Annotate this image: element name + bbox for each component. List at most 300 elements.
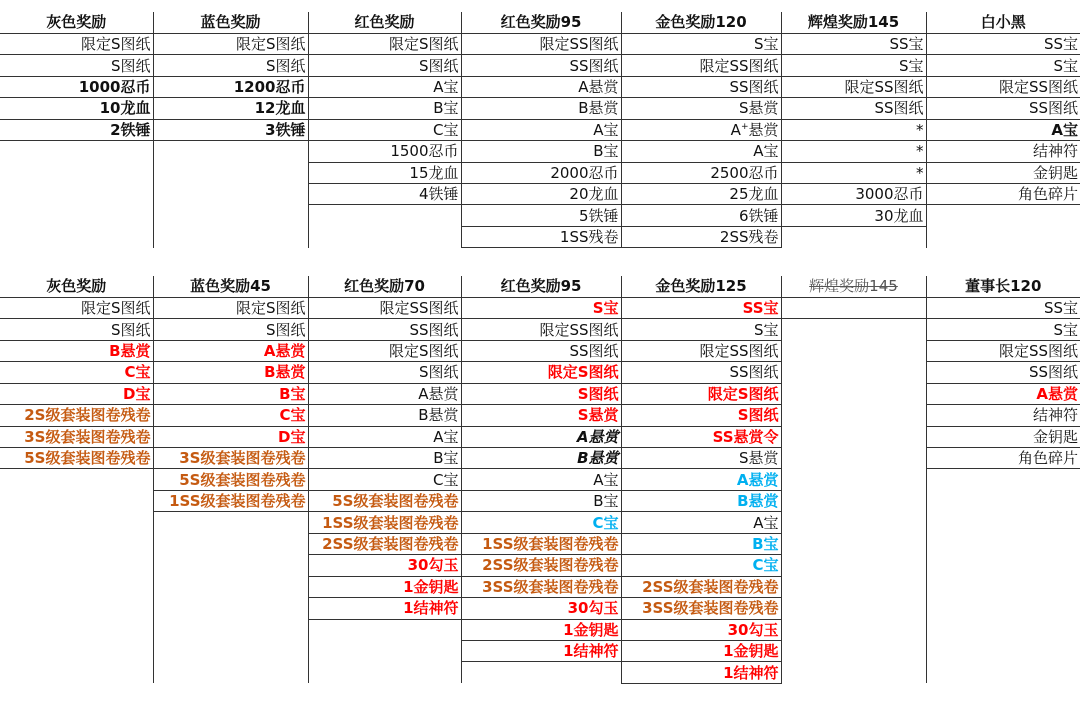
- column-header[interactable]: [461, 12, 621, 33]
- table-cell[interactable]: [926, 205, 1080, 226]
- table-row: [0, 55, 1080, 76]
- table-cell[interactable]: [153, 184, 308, 205]
- table-cell[interactable]: [621, 426, 781, 447]
- table-cell[interactable]: [926, 490, 1080, 511]
- table-cell[interactable]: [621, 512, 781, 533]
- cell-text: 限定SS图纸: [998, 342, 1078, 361]
- table-cell[interactable]: [153, 119, 308, 140]
- table-cell[interactable]: [308, 640, 461, 661]
- table-cell[interactable]: [153, 76, 308, 97]
- cell-text: B悬赏: [737, 492, 779, 511]
- table-cell[interactable]: [781, 297, 926, 318]
- cell-text: 1SS残卷: [559, 228, 619, 247]
- table-cell[interactable]: [621, 297, 781, 318]
- table-cell[interactable]: [461, 362, 621, 383]
- table-cell[interactable]: [926, 405, 1080, 426]
- table-cell[interactable]: [461, 76, 621, 97]
- table-cell[interactable]: [153, 448, 308, 469]
- table-cell[interactable]: [0, 340, 153, 361]
- cell-text: 2500忍币: [710, 163, 779, 182]
- cell-text: B悬赏: [577, 449, 619, 468]
- table-cell[interactable]: [153, 533, 308, 554]
- table-row: [0, 405, 1080, 426]
- table-cell[interactable]: [153, 490, 308, 511]
- table-cell[interactable]: [153, 426, 308, 447]
- table-cell[interactable]: [0, 297, 153, 318]
- table-cell[interactable]: [153, 362, 308, 383]
- column-header-label: 金色奖励125: [655, 277, 747, 296]
- table-cell[interactable]: [0, 405, 153, 426]
- table-cell[interactable]: [0, 98, 153, 119]
- column-header-label: 蓝色奖励: [200, 13, 261, 32]
- table-cell[interactable]: [926, 426, 1080, 447]
- table-cell[interactable]: [308, 98, 461, 119]
- cell-text: 1结神符: [403, 599, 459, 618]
- table-cell[interactable]: [308, 576, 461, 597]
- table-cell[interactable]: [0, 55, 153, 76]
- cell-text: 30勾玉: [407, 556, 459, 575]
- table-cell[interactable]: [0, 205, 153, 226]
- table-cell[interactable]: [926, 226, 1080, 247]
- table-cell[interactable]: [308, 226, 461, 247]
- table-cell[interactable]: [0, 512, 153, 533]
- table-cell[interactable]: [0, 640, 153, 661]
- table-cell[interactable]: [621, 405, 781, 426]
- table-cell[interactable]: [461, 383, 621, 404]
- table-cell[interactable]: [461, 576, 621, 597]
- table-cell[interactable]: [926, 98, 1080, 119]
- table-cell[interactable]: [0, 490, 153, 511]
- cell-text: S悬赏: [738, 99, 779, 118]
- table-cell[interactable]: [781, 662, 926, 683]
- table-cell[interactable]: [781, 226, 926, 247]
- table-cell[interactable]: [781, 76, 926, 97]
- cell-text: 限定S图纸: [388, 35, 459, 54]
- table-cell[interactable]: [621, 662, 781, 683]
- table-cell[interactable]: [153, 555, 308, 576]
- table-cell[interactable]: [926, 33, 1080, 54]
- table-cell[interactable]: [781, 383, 926, 404]
- header-row: [0, 12, 1080, 33]
- cell-text: S图纸: [265, 320, 306, 339]
- table-cell[interactable]: [781, 205, 926, 226]
- column-header[interactable]: [461, 276, 621, 297]
- column-header-label: 董事长120: [965, 277, 1042, 296]
- cell-text: S宝: [898, 56, 924, 75]
- column-header[interactable]: [926, 276, 1080, 297]
- table-cell[interactable]: [781, 98, 926, 119]
- table-cell[interactable]: [926, 662, 1080, 683]
- column-header[interactable]: [621, 12, 781, 33]
- table-cell[interactable]: [0, 141, 153, 162]
- cell-text: SS图纸: [569, 56, 619, 75]
- table-cell[interactable]: [0, 319, 153, 340]
- table-cell[interactable]: [781, 426, 926, 447]
- table-cell[interactable]: [308, 33, 461, 54]
- table-cell[interactable]: [621, 205, 781, 226]
- table-cell[interactable]: [461, 448, 621, 469]
- table-cell[interactable]: [781, 340, 926, 361]
- table-cell[interactable]: [308, 662, 461, 683]
- table-cell[interactable]: [308, 205, 461, 226]
- cell-text: C宝: [433, 120, 459, 139]
- cell-text: 限定S图纸: [547, 363, 619, 382]
- cell-text: SS图纸: [1028, 99, 1078, 118]
- table-cell[interactable]: [781, 33, 926, 54]
- table-cell[interactable]: [0, 619, 153, 640]
- cell-text: D宝: [278, 427, 306, 446]
- table-cell[interactable]: [461, 55, 621, 76]
- table-cell[interactable]: [153, 319, 308, 340]
- table-cell[interactable]: [153, 512, 308, 533]
- table-row: [0, 119, 1080, 140]
- cell-text: SS宝: [889, 35, 924, 54]
- table-cell[interactable]: [781, 405, 926, 426]
- table-cell[interactable]: [621, 340, 781, 361]
- table-cell[interactable]: [153, 576, 308, 597]
- column-header-label: 红色奖励70: [344, 277, 425, 296]
- table-cell[interactable]: [308, 162, 461, 183]
- cell-text: S宝: [753, 35, 779, 54]
- table-cell[interactable]: [461, 640, 621, 661]
- cell-text: 3000忍币: [855, 185, 924, 204]
- table-row: [0, 226, 1080, 247]
- cell-text: B悬赏: [578, 99, 619, 118]
- table-cell[interactable]: [0, 119, 153, 140]
- cell-text: 30龙血: [874, 206, 924, 225]
- cell-text: C宝: [752, 556, 779, 575]
- cell-text: 1500忍币: [390, 142, 459, 161]
- table-cell[interactable]: [621, 383, 781, 404]
- cell-text: *: [916, 120, 924, 139]
- table-cell[interactable]: [781, 162, 926, 183]
- table-cell[interactable]: [308, 184, 461, 205]
- table-cell[interactable]: [308, 405, 461, 426]
- cell-text: 结神符: [1032, 142, 1078, 161]
- reward-table-2: [0, 276, 1080, 684]
- cell-text: B宝: [433, 99, 459, 118]
- cell-text: C宝: [124, 363, 151, 382]
- cell-text: S宝: [592, 299, 619, 318]
- table-cell[interactable]: [461, 469, 621, 490]
- table-row: [0, 662, 1080, 683]
- table-cell[interactable]: [781, 55, 926, 76]
- column-header[interactable]: [0, 276, 153, 297]
- table-cell[interactable]: [153, 226, 308, 247]
- column-header-label: 灰色奖励: [46, 277, 107, 296]
- table-cell[interactable]: [308, 426, 461, 447]
- table-cell[interactable]: [781, 362, 926, 383]
- table-cell[interactable]: [461, 533, 621, 554]
- table-cell[interactable]: [461, 162, 621, 183]
- table-cell[interactable]: [461, 297, 621, 318]
- cell-text: 1金钥匙: [723, 642, 779, 661]
- column-header[interactable]: [621, 276, 781, 297]
- table-cell[interactable]: [0, 448, 153, 469]
- table-cell[interactable]: [0, 362, 153, 383]
- table-cell[interactable]: [461, 319, 621, 340]
- table-cell[interactable]: [781, 319, 926, 340]
- table-cell[interactable]: [926, 319, 1080, 340]
- table-cell[interactable]: [153, 405, 308, 426]
- table-cell[interactable]: [621, 598, 781, 619]
- table-cell[interactable]: [153, 640, 308, 661]
- cell-text: *: [916, 163, 924, 182]
- table-cell[interactable]: [926, 619, 1080, 640]
- table-cell[interactable]: [153, 662, 308, 683]
- table-cell[interactable]: [0, 662, 153, 683]
- table-cell[interactable]: [621, 184, 781, 205]
- table-cell[interactable]: [926, 362, 1080, 383]
- table-cell[interactable]: [153, 98, 308, 119]
- table-cell[interactable]: [781, 640, 926, 661]
- table-cell[interactable]: [0, 533, 153, 554]
- cell-text: 金钥匙: [1032, 163, 1078, 182]
- table-cell[interactable]: [153, 383, 308, 404]
- cell-text: A宝: [433, 78, 459, 97]
- cell-text: 3S级套装图卷残卷: [179, 449, 306, 468]
- cell-text: 6铁锤: [738, 206, 779, 225]
- table-cell[interactable]: [461, 184, 621, 205]
- column-header-label: 辉煌奖励145: [807, 13, 900, 32]
- table-cell[interactable]: [461, 226, 621, 247]
- table-cell[interactable]: [781, 490, 926, 511]
- cell-text: 1结神符: [563, 642, 619, 661]
- column-header[interactable]: [781, 276, 926, 297]
- table-cell[interactable]: [621, 33, 781, 54]
- table-cell[interactable]: [926, 383, 1080, 404]
- table-cell[interactable]: [621, 226, 781, 247]
- table-cell[interactable]: [461, 426, 621, 447]
- table-cell[interactable]: [308, 512, 461, 533]
- table-cell[interactable]: [781, 141, 926, 162]
- table-cell[interactable]: [621, 448, 781, 469]
- table-cell[interactable]: [461, 512, 621, 533]
- table-cell[interactable]: [308, 141, 461, 162]
- cell-text: B悬赏: [264, 363, 306, 382]
- cell-text: A悬赏: [418, 384, 459, 403]
- table-cell[interactable]: [461, 141, 621, 162]
- table-cell[interactable]: [621, 76, 781, 97]
- table-cell[interactable]: [926, 598, 1080, 619]
- table-cell[interactable]: [926, 141, 1080, 162]
- cell-text: B宝: [279, 384, 306, 403]
- table-cell[interactable]: [461, 490, 621, 511]
- table-cell[interactable]: [308, 76, 461, 97]
- table-cell[interactable]: [621, 141, 781, 162]
- table-cell[interactable]: [781, 119, 926, 140]
- table-cell[interactable]: [461, 119, 621, 140]
- table-cell[interactable]: [0, 184, 153, 205]
- table-row: [0, 469, 1080, 490]
- cell-text: 30勾玉: [727, 620, 779, 639]
- cell-text: 金钥匙: [1032, 427, 1078, 446]
- table-cell[interactable]: [153, 297, 308, 318]
- table-cell[interactable]: [308, 55, 461, 76]
- table-cell[interactable]: [0, 76, 153, 97]
- table-cell[interactable]: [461, 598, 621, 619]
- table-cell[interactable]: [621, 640, 781, 661]
- table-row: [0, 184, 1080, 205]
- table-cell[interactable]: [308, 383, 461, 404]
- table-cell[interactable]: [461, 619, 621, 640]
- table-cell[interactable]: [621, 55, 781, 76]
- cell-text: A宝: [593, 120, 619, 139]
- cell-text: 限定SS图纸: [699, 56, 779, 75]
- table-cell[interactable]: [621, 555, 781, 576]
- table-cell[interactable]: [781, 184, 926, 205]
- table-row: [0, 490, 1080, 511]
- table-cell[interactable]: [781, 533, 926, 554]
- cell-text: C宝: [433, 470, 459, 489]
- table-cell[interactable]: [153, 141, 308, 162]
- table-cell[interactable]: [781, 598, 926, 619]
- table-cell[interactable]: [0, 469, 153, 490]
- table-cell[interactable]: [926, 469, 1080, 490]
- table-cell[interactable]: [621, 98, 781, 119]
- table-cell[interactable]: [621, 162, 781, 183]
- table-cell[interactable]: [926, 162, 1080, 183]
- cell-text: S悬赏: [738, 449, 779, 468]
- table-cell[interactable]: [308, 362, 461, 383]
- table-cell[interactable]: [621, 490, 781, 511]
- table-cell[interactable]: [781, 469, 926, 490]
- table-cell[interactable]: [461, 405, 621, 426]
- table-cell[interactable]: [926, 76, 1080, 97]
- cell-text: S宝: [1053, 320, 1078, 339]
- table-cell[interactable]: [621, 576, 781, 597]
- cell-text: 3S级套装图卷残卷: [24, 427, 151, 446]
- table-row: [0, 98, 1080, 119]
- table-cell[interactable]: [0, 383, 153, 404]
- table-cell[interactable]: [0, 576, 153, 597]
- table-cell[interactable]: [781, 619, 926, 640]
- table-cell[interactable]: [0, 226, 153, 247]
- table-cell[interactable]: [0, 426, 153, 447]
- table-cell[interactable]: [153, 619, 308, 640]
- cell-text: 1SS级套装图卷残卷: [482, 534, 619, 553]
- column-header-label: 辉煌奖励145: [809, 277, 898, 296]
- cell-text: S图纸: [418, 56, 459, 75]
- table-cell[interactable]: [308, 555, 461, 576]
- table-cell[interactable]: [781, 555, 926, 576]
- table-cell[interactable]: [781, 576, 926, 597]
- table-cell[interactable]: [621, 619, 781, 640]
- table-cell[interactable]: [926, 119, 1080, 140]
- table-cell[interactable]: [926, 576, 1080, 597]
- table-cell[interactable]: [153, 340, 308, 361]
- table-cell[interactable]: [308, 598, 461, 619]
- cell-text: 1结神符: [723, 663, 779, 682]
- column-header[interactable]: [153, 12, 308, 33]
- table-cell[interactable]: [153, 162, 308, 183]
- table-cell[interactable]: [308, 469, 461, 490]
- table-cell[interactable]: [153, 469, 308, 490]
- table-cell[interactable]: [308, 448, 461, 469]
- cell-text: 限定S图纸: [80, 299, 151, 318]
- table-cell[interactable]: [926, 512, 1080, 533]
- cell-text: D宝: [123, 384, 151, 403]
- column-header[interactable]: [308, 12, 461, 33]
- table-cell[interactable]: [926, 55, 1080, 76]
- cell-text: 4铁锤: [418, 185, 459, 204]
- cell-text: 限定S图纸: [707, 384, 779, 403]
- table-cell[interactable]: [0, 162, 153, 183]
- cell-text: SS宝: [1043, 35, 1078, 54]
- table-cell[interactable]: [308, 533, 461, 554]
- table-cell[interactable]: [621, 319, 781, 340]
- table-cell[interactable]: [926, 640, 1080, 661]
- table-cell[interactable]: [461, 33, 621, 54]
- cell-text: 限定SS图纸: [998, 78, 1078, 97]
- table-cell[interactable]: [781, 512, 926, 533]
- cell-text: 2S级套装图卷残卷: [24, 406, 151, 425]
- column-header[interactable]: [781, 12, 926, 33]
- table-cell[interactable]: [153, 598, 308, 619]
- table-cell[interactable]: [308, 319, 461, 340]
- cell-text: A悬赏: [263, 342, 306, 361]
- table-cell[interactable]: [153, 55, 308, 76]
- table-cell[interactable]: [461, 662, 621, 683]
- table-cell[interactable]: [0, 33, 153, 54]
- table-row: [0, 512, 1080, 533]
- table-cell[interactable]: [461, 555, 621, 576]
- table-cell[interactable]: [926, 555, 1080, 576]
- table-cell[interactable]: [308, 340, 461, 361]
- table-cell[interactable]: [781, 448, 926, 469]
- cell-text: A悬赏: [576, 427, 619, 446]
- cell-text: A悬赏: [736, 470, 779, 489]
- table-cell[interactable]: [461, 340, 621, 361]
- table-cell[interactable]: [153, 33, 308, 54]
- table-row: [0, 533, 1080, 554]
- column-header[interactable]: [153, 276, 308, 297]
- table-cell[interactable]: [308, 619, 461, 640]
- table-cell[interactable]: [926, 184, 1080, 205]
- cell-text: 3SS级套装图卷残卷: [482, 577, 619, 596]
- table-row: [0, 141, 1080, 162]
- column-header[interactable]: [926, 12, 1080, 33]
- table-cell[interactable]: [621, 362, 781, 383]
- table-cell[interactable]: [153, 205, 308, 226]
- table-cell[interactable]: [926, 448, 1080, 469]
- table-cell[interactable]: [621, 533, 781, 554]
- table-cell[interactable]: [0, 555, 153, 576]
- table-cell[interactable]: [926, 533, 1080, 554]
- cell-text: 限定S图纸: [80, 35, 151, 54]
- cell-text: SS图纸: [874, 99, 924, 118]
- table-cell[interactable]: [621, 469, 781, 490]
- column-header[interactable]: [308, 276, 461, 297]
- cell-text: *: [916, 142, 924, 161]
- table-cell[interactable]: [0, 598, 153, 619]
- table-row: [0, 383, 1080, 404]
- table-cell[interactable]: [621, 119, 781, 140]
- cell-text: S图纸: [577, 384, 619, 403]
- cell-text: A宝: [433, 427, 459, 446]
- cell-text: 10龙血: [99, 99, 151, 118]
- table-cell[interactable]: [926, 340, 1080, 361]
- cell-text: 限定SS图纸: [379, 299, 459, 318]
- table-cell[interactable]: [461, 98, 621, 119]
- cell-text: 限定S图纸: [388, 342, 459, 361]
- table-cell[interactable]: [308, 490, 461, 511]
- table-cell[interactable]: [461, 205, 621, 226]
- table-cell[interactable]: [308, 119, 461, 140]
- table-cell[interactable]: [308, 297, 461, 318]
- table-cell[interactable]: [926, 297, 1080, 318]
- column-header[interactable]: [0, 12, 153, 33]
